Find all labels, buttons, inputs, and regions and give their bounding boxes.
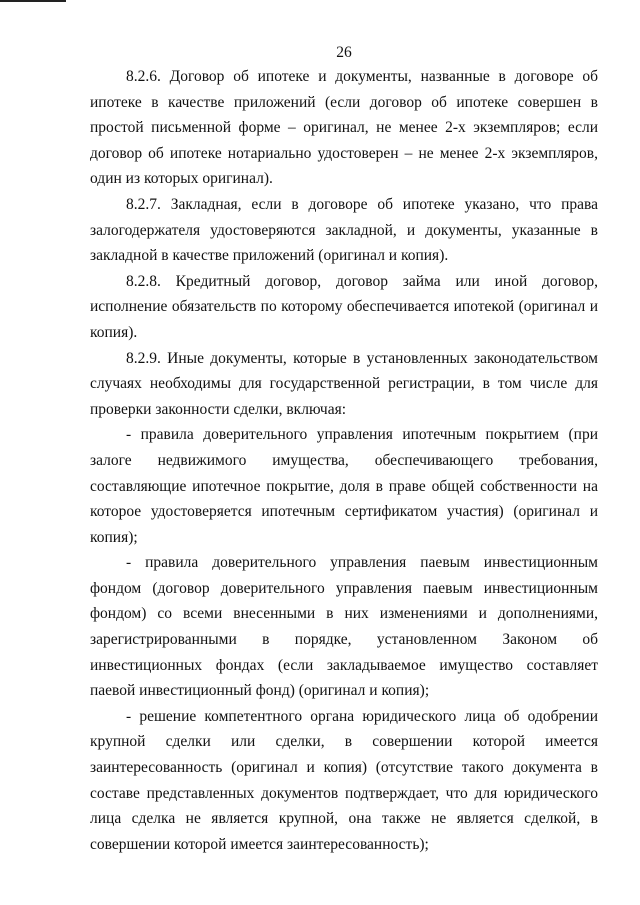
- scan-corner-mark: [0, 0, 66, 2]
- paragraph-8-2-7: 8.2.7. Закладная, если в договоре об ипотеке указано, что права залогодержателя удостоверяются закладной, и документы, указанные в закладной в качестве приложений (оригинал и копия).: [90, 195, 598, 265]
- list-item-trust-rules-fund: - правила доверительного управления паевым инвестиционным фондом (договор доверительного управления паевым инвестиционным фондом) со всеми внесенными в них изменениями и дополнениями, зарегистрированными в порядке, установленном Законом об инвестиционных фондах (если закладываемое имущество составляет паевой инвестиционный фонд) (оригинал и копия);: [90, 554, 598, 700]
- paragraph-8-2-8: 8.2.8. Кредитный договор, договор займа или иной договор, исполнение обязательств по которому обеспечивается ипотекой (оригинал и копия).: [90, 272, 598, 341]
- document-body: [90, 64, 598, 857]
- list-item-trust-rules-mortgage: - правила доверительного управления ипотечным покрытием (при залоге недвижимого имущества, обеспечивающего требования, составляющие ипотечное покрытие, доля в праве общей собственности на которое удостоверяется ипотечным сертификатом участия) (оригинал и копия);: [90, 426, 598, 546]
- paragraph-8-2-9: 8.2.9. Иные документы, которые в установленных законодательством случаях необходимы для государственной регистрации, в том числе для проверки законности сделки, включая:: [90, 349, 598, 418]
- page-number: 26: [336, 44, 352, 61]
- paragraph-8-2-6: 8.2.6. Договор об ипотеке и документы, названные в договоре об ипотеке в качестве приложений (если договор об ипотеке совершен в простой письменной форме – оригинал, не менее 2-х экземпляров; если договор об ипотеке нотариально удостоверен – не менее 2-х экземпляров, один из которых оригинал).: [90, 68, 598, 188]
- list-item-approval-decision: - решение компетентного органа юридического лица об одобрении крупной сделки или сделки, в совершении которой имеется заинтересованность (оригинал и копия) (отсутствие такого документа в составе представленных документов подтверждает, что для юридического лица сделка не является крупной, она также не является сделкой, в совершении которой имеется заинтересованность);: [90, 707, 598, 853]
